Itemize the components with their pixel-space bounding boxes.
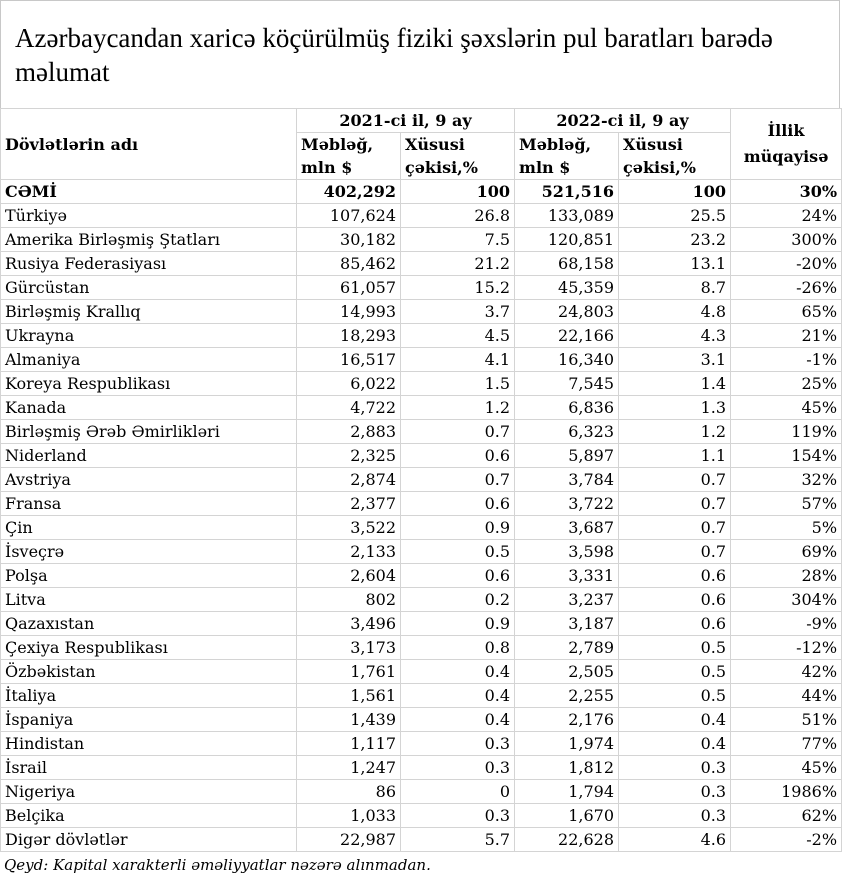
amount-2022: 3,237 [515, 588, 619, 612]
share-2021: 0 [401, 780, 515, 804]
amount-2022: 1,670 [515, 804, 619, 828]
amount-2021: 2,325 [297, 444, 401, 468]
header-country: Dövlətlərin adı [1, 109, 297, 180]
table-row [1, 540, 842, 564]
amount-2021: 1,439 [297, 708, 401, 732]
amount-2021: 2,874 [297, 468, 401, 492]
country-name: Özbəkistan [1, 660, 297, 684]
country-name: Niderland [1, 444, 297, 468]
amount-2021: 22,987 [297, 828, 401, 852]
annual-change: 62% [731, 804, 842, 828]
amount-2022: 1,794 [515, 780, 619, 804]
annual-change: 77% [731, 732, 842, 756]
amount-2022: 3,331 [515, 564, 619, 588]
table-row [1, 804, 842, 828]
remittance-table [0, 108, 842, 852]
country-name: Digər dövlətlər [1, 828, 297, 852]
amount-2022: 24,803 [515, 300, 619, 324]
header-share-2022-line2: çəkisi,% [619, 156, 731, 180]
amount-2021: 6,022 [297, 372, 401, 396]
table-row [1, 588, 842, 612]
annual-change: 42% [731, 660, 842, 684]
share-2021: 0.3 [401, 732, 515, 756]
country-name: Kanada [1, 396, 297, 420]
share-2021: 0.6 [401, 492, 515, 516]
table-row [1, 372, 842, 396]
amount-2022: 2,176 [515, 708, 619, 732]
header-amount-2022-line1: Məbləğ, [515, 133, 619, 157]
table-row [1, 252, 842, 276]
country-name: Birləşmiş Krallıq [1, 300, 297, 324]
amount-2022: 3,598 [515, 540, 619, 564]
annual-change: 21% [731, 324, 842, 348]
header-annual-line2: müqayisə [743, 147, 829, 166]
amount-2022: 68,158 [515, 252, 619, 276]
share-2022: 1.3 [619, 396, 731, 420]
annual-change: -1% [731, 348, 842, 372]
table-body [1, 180, 842, 852]
amount-2021: 2,604 [297, 564, 401, 588]
table-row [1, 612, 842, 636]
share-2021: 15.2 [401, 276, 515, 300]
share-2022: 0.7 [619, 540, 731, 564]
amount-2021: 1,561 [297, 684, 401, 708]
annual-change: 119% [731, 420, 842, 444]
annual-change: 1986% [731, 780, 842, 804]
amount-2021: 18,293 [297, 324, 401, 348]
share-2021: 26.8 [401, 204, 515, 228]
amount-2021: 4,722 [297, 396, 401, 420]
amount-2022: 5,897 [515, 444, 619, 468]
annual-change: 45% [731, 756, 842, 780]
share-2022: 0.3 [619, 780, 731, 804]
annual-change: -9% [731, 612, 842, 636]
annual-change: 57% [731, 492, 842, 516]
share-2021: 1.5 [401, 372, 515, 396]
share-2021: 0.2 [401, 588, 515, 612]
table-row [1, 660, 842, 684]
share-2021: 0.4 [401, 660, 515, 684]
table-row [1, 300, 842, 324]
total-share-2022: 100 [619, 180, 731, 204]
amount-2021: 85,462 [297, 252, 401, 276]
share-2021: 1.2 [401, 396, 515, 420]
annual-change: -12% [731, 636, 842, 660]
title-box [0, 0, 840, 108]
share-2022: 1.2 [619, 420, 731, 444]
country-name: Çin [1, 516, 297, 540]
amount-2021: 14,993 [297, 300, 401, 324]
amount-2021: 86 [297, 780, 401, 804]
share-2022: 0.6 [619, 612, 731, 636]
table-row [1, 780, 842, 804]
share-2022: 8.7 [619, 276, 731, 300]
header-amount-2022-line2: mln $ [515, 156, 619, 180]
country-name: Almaniya [1, 348, 297, 372]
amount-2022: 3,784 [515, 468, 619, 492]
country-name: Amerika Birləşmiş Ştatları [1, 228, 297, 252]
amount-2022: 2,255 [515, 684, 619, 708]
amount-2021: 2,377 [297, 492, 401, 516]
share-2022: 0.7 [619, 468, 731, 492]
annual-change: -20% [731, 252, 842, 276]
amount-2022: 45,359 [515, 276, 619, 300]
table-row [1, 396, 842, 420]
share-2022: 0.4 [619, 732, 731, 756]
amount-2022: 22,628 [515, 828, 619, 852]
amount-2022: 3,187 [515, 612, 619, 636]
total-name: CƏMİ [1, 180, 297, 204]
table-row [1, 420, 842, 444]
header-share-2021-line2: çəkisi,% [401, 156, 515, 180]
page-title: Azərbaycandan xaricə köçürülmüş fiziki şəxslərin pul baratları barədə məlumat [15, 23, 773, 87]
annual-change: 154% [731, 444, 842, 468]
country-name: Rusiya Federasiyası [1, 252, 297, 276]
amount-2021: 1,761 [297, 660, 401, 684]
share-2022: 25.5 [619, 204, 731, 228]
header-share-2021-line1: Xüsusi [401, 133, 515, 157]
table-row [1, 732, 842, 756]
table-row [1, 276, 842, 300]
share-2021: 0.6 [401, 564, 515, 588]
share-2021: 4.1 [401, 348, 515, 372]
country-name: Koreya Respublikası [1, 372, 297, 396]
amount-2022: 2,505 [515, 660, 619, 684]
annual-change: 28% [731, 564, 842, 588]
annual-change: 45% [731, 396, 842, 420]
amount-2021: 1,247 [297, 756, 401, 780]
country-name: Ukrayna [1, 324, 297, 348]
country-name: İtaliya [1, 684, 297, 708]
amount-2022: 6,323 [515, 420, 619, 444]
table-row-total [1, 180, 842, 204]
country-name: İsveçrə [1, 540, 297, 564]
table-row [1, 468, 842, 492]
country-name: Litva [1, 588, 297, 612]
amount-2021: 3,496 [297, 612, 401, 636]
table-row [1, 324, 842, 348]
annual-change: 32% [731, 468, 842, 492]
table-row [1, 636, 842, 660]
table-row [1, 204, 842, 228]
amount-2022: 133,089 [515, 204, 619, 228]
share-2022: 4.6 [619, 828, 731, 852]
share-2022: 0.5 [619, 636, 731, 660]
country-name: İsrail [1, 756, 297, 780]
share-2021: 0.8 [401, 636, 515, 660]
annual-change: 51% [731, 708, 842, 732]
country-name: Gürcüstan [1, 276, 297, 300]
share-2022: 23.2 [619, 228, 731, 252]
amount-2021: 107,624 [297, 204, 401, 228]
share-2022: 0.5 [619, 684, 731, 708]
table-row [1, 228, 842, 252]
share-2022: 1.4 [619, 372, 731, 396]
header-period-2021: 2021-ci il, 9 ay [297, 109, 515, 133]
share-2021: 0.9 [401, 516, 515, 540]
table-row [1, 348, 842, 372]
share-2022: 0.6 [619, 588, 731, 612]
share-2022: 0.3 [619, 756, 731, 780]
country-name: Fransa [1, 492, 297, 516]
country-name: Birləşmiş Ərəb Əmirlikləri [1, 420, 297, 444]
annual-change: -26% [731, 276, 842, 300]
share-2021: 7.5 [401, 228, 515, 252]
share-2022: 3.1 [619, 348, 731, 372]
share-2022: 0.6 [619, 564, 731, 588]
country-name: Çexiya Respublikası [1, 636, 297, 660]
share-2021: 0.4 [401, 708, 515, 732]
country-name: Türkiyə [1, 204, 297, 228]
country-name: Qazaxıstan [1, 612, 297, 636]
amount-2022: 1,812 [515, 756, 619, 780]
amount-2022: 6,836 [515, 396, 619, 420]
amount-2021: 16,517 [297, 348, 401, 372]
country-name: Hindistan [1, 732, 297, 756]
amount-2022: 2,789 [515, 636, 619, 660]
share-2021: 0.3 [401, 756, 515, 780]
amount-2021: 802 [297, 588, 401, 612]
country-name: Polşa [1, 564, 297, 588]
amount-2022: 22,166 [515, 324, 619, 348]
table-row [1, 684, 842, 708]
total-amount-2022: 521,516 [515, 180, 619, 204]
amount-2021: 1,033 [297, 804, 401, 828]
annual-change: 300% [731, 228, 842, 252]
share-2021: 0.5 [401, 540, 515, 564]
amount-2021: 2,883 [297, 420, 401, 444]
share-2022: 0.4 [619, 708, 731, 732]
total-amount-2021: 402,292 [297, 180, 401, 204]
amount-2022: 120,851 [515, 228, 619, 252]
country-name: Belçika [1, 804, 297, 828]
total-share-2021: 100 [401, 180, 515, 204]
share-2022: 0.5 [619, 660, 731, 684]
share-2021: 0.4 [401, 684, 515, 708]
table-row [1, 444, 842, 468]
annual-change: -2% [731, 828, 842, 852]
amount-2022: 1,974 [515, 732, 619, 756]
annual-change: 304% [731, 588, 842, 612]
amount-2022: 3,687 [515, 516, 619, 540]
share-2021: 0.6 [401, 444, 515, 468]
amount-2021: 2,133 [297, 540, 401, 564]
country-name: İspaniya [1, 708, 297, 732]
amount-2022: 7,545 [515, 372, 619, 396]
share-2022: 4.8 [619, 300, 731, 324]
annual-change: 65% [731, 300, 842, 324]
table-row [1, 708, 842, 732]
amount-2021: 61,057 [297, 276, 401, 300]
header-amount-2021-line2: mln $ [297, 156, 401, 180]
annual-change: 25% [731, 372, 842, 396]
header-share-2022-line1: Xüsusi [619, 133, 731, 157]
annual-change: 44% [731, 684, 842, 708]
share-2022: 4.3 [619, 324, 731, 348]
share-2021: 21.2 [401, 252, 515, 276]
table-row [1, 564, 842, 588]
share-2021: 0.7 [401, 420, 515, 444]
annual-change: 69% [731, 540, 842, 564]
header-annual-line1: İllik [767, 121, 805, 140]
share-2021: 0.3 [401, 804, 515, 828]
share-2021: 0.7 [401, 468, 515, 492]
header-annual-comparison [731, 109, 842, 180]
table-row [1, 492, 842, 516]
amount-2022: 3,722 [515, 492, 619, 516]
share-2021: 5.7 [401, 828, 515, 852]
table-row [1, 828, 842, 852]
amount-2021: 1,117 [297, 732, 401, 756]
footnote: Qeyd: Kapital xarakterli əməliyyatlar nəzərə alınmadan. [4, 856, 431, 874]
share-2021: 4.5 [401, 324, 515, 348]
country-name: Nigeriya [1, 780, 297, 804]
share-2021: 0.9 [401, 612, 515, 636]
amount-2021: 3,522 [297, 516, 401, 540]
annual-change: 5% [731, 516, 842, 540]
share-2021: 3.7 [401, 300, 515, 324]
total-change: 30% [731, 180, 842, 204]
annual-change: 24% [731, 204, 842, 228]
table-row [1, 516, 842, 540]
share-2022: 13.1 [619, 252, 731, 276]
header-amount-2021-line1: Məbləğ, [297, 133, 401, 157]
amount-2021: 3,173 [297, 636, 401, 660]
amount-2022: 16,340 [515, 348, 619, 372]
share-2022: 0.7 [619, 516, 731, 540]
share-2022: 0.3 [619, 804, 731, 828]
share-2022: 0.7 [619, 492, 731, 516]
share-2022: 1.1 [619, 444, 731, 468]
country-name: Avstriya [1, 468, 297, 492]
table-row [1, 756, 842, 780]
amount-2021: 30,182 [297, 228, 401, 252]
header-period-2022: 2022-ci il, 9 ay [515, 109, 731, 133]
